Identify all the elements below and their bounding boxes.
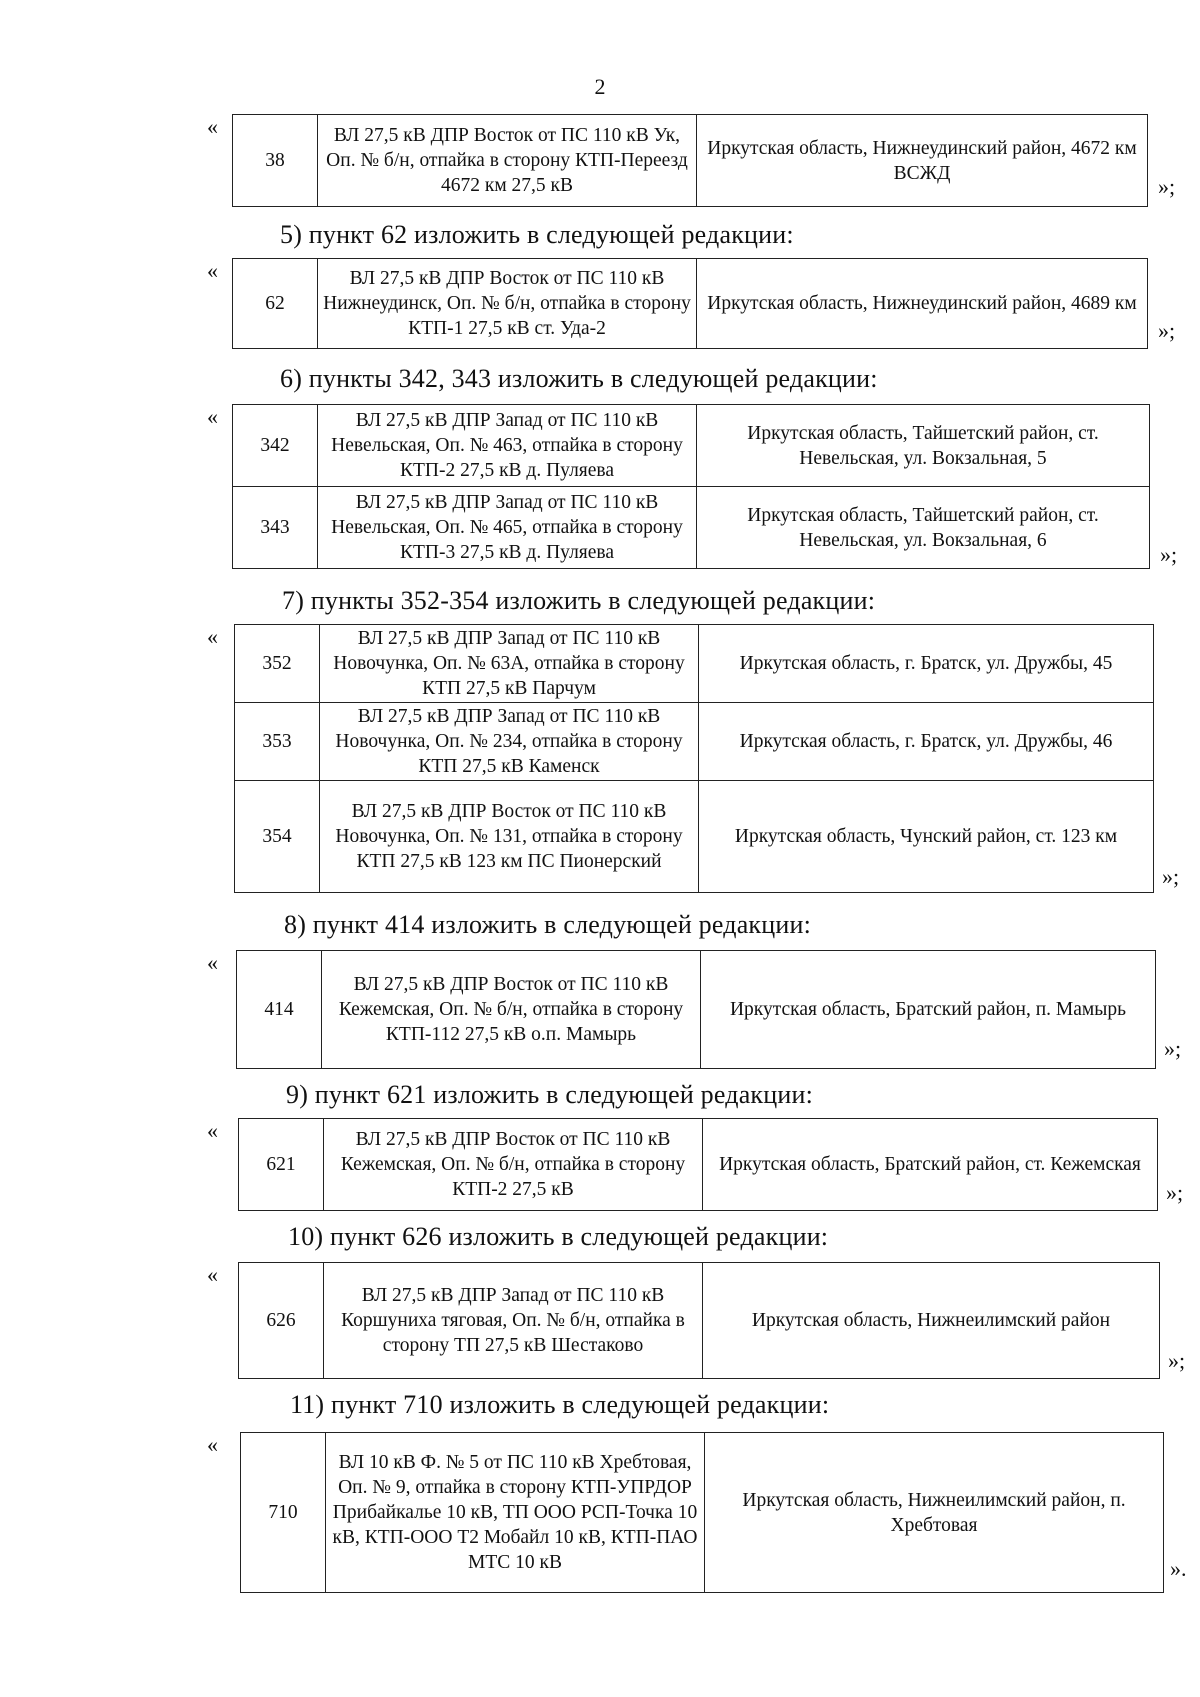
close-quote: »; — [1160, 542, 1178, 567]
location: Иркутская область, Чунский район, ст. 123 км — [699, 781, 1154, 893]
location: Иркутская область, Тайшетский район, ст. Невельская, ул. Вокзальная, 6 — [697, 487, 1150, 569]
line-description: ВЛ 27,5 кВ ДПР Запад от ПС 110 кВ Новочунка, Оп. № 234, отпайка в сторону КТП 27,5 кВ Каменск — [320, 703, 699, 781]
line-description: ВЛ 27,5 кВ ДПР Восток от ПС 110 кВ Новочунка, Оп. № 131, отпайка в сторону КТП 27,5 кВ 123 км ПС Пионерский — [320, 781, 699, 893]
open-quote: « — [207, 114, 218, 139]
close-quote: »; — [1168, 1348, 1186, 1373]
open-quote: « — [207, 404, 218, 429]
line-description: ВЛ 27,5 кВ ДПР Запад от ПС 110 кВ Новочунка, Оп. № 63А, отпайка в сторону КТП 27,5 кВ Парчум — [320, 625, 699, 703]
amendment-table — [232, 114, 1148, 207]
item-number: 621 — [239, 1119, 324, 1211]
amendment-table — [240, 1432, 1164, 1593]
table-row — [239, 1119, 1158, 1211]
item-number: 353 — [235, 703, 320, 781]
open-quote: « — [207, 950, 218, 975]
item-number: 710 — [241, 1433, 326, 1593]
item-number: 414 — [237, 951, 322, 1069]
item-number: 38 — [233, 115, 318, 207]
table-row — [237, 951, 1156, 1069]
close-quote: »; — [1158, 174, 1176, 199]
location: Иркутская область, Братский район, ст. Кежемская — [703, 1119, 1158, 1211]
location: Иркутская область, Нижнеилимский район, п. Хребтовая — [705, 1433, 1164, 1593]
open-quote: « — [207, 258, 218, 283]
close-quote: »; — [1162, 864, 1180, 889]
amendment-table — [238, 1118, 1158, 1211]
line-description: ВЛ 10 кВ Ф. № 5 от ПС 110 кВ Хребтовая, Оп. № 9, отпайка в сторону КТП-УПРДОР Прибайкалье 10 кВ, ТП ООО РСП-Точка 10 кВ, КТП-ООО Т2 Мобайл 10 кВ, КТП-ПАО МТС 10 кВ — [326, 1433, 705, 1593]
page-number: 2 — [594, 74, 606, 99]
section-heading-7: 7) пункты 352-354 изложить в следующей редакции: — [282, 586, 876, 615]
location: Иркутская область, Братский район, п. Мамырь — [701, 951, 1156, 1069]
item-number: 352 — [235, 625, 320, 703]
amendment-table — [234, 624, 1154, 893]
item-number: 626 — [239, 1263, 324, 1379]
location: Иркутская область, Тайшетский район, ст. Невельская, ул. Вокзальная, 5 — [697, 405, 1150, 487]
location: Иркутская область, Нижнеилимский район — [703, 1263, 1160, 1379]
amendment-table — [232, 258, 1148, 349]
item-number: 62 — [233, 259, 318, 349]
close-quote: »; — [1164, 1036, 1182, 1061]
section-heading-9: 9) пункт 621 изложить в следующей редакции: — [286, 1080, 814, 1109]
section-heading-8: 8) пункт 414 изложить в следующей редакции: — [284, 910, 812, 939]
line-description: ВЛ 27,5 кВ ДПР Восток от ПС 110 кВ Ук, Оп. № б/н, отпайка в сторону КТП-Переезд 4672 км 27,5 кВ — [318, 115, 697, 207]
amendment-table — [238, 1262, 1160, 1379]
open-quote: « — [207, 1262, 218, 1287]
item-number: 342 — [233, 405, 318, 487]
amendment-table — [232, 404, 1150, 569]
table-row — [235, 781, 1154, 893]
line-description: ВЛ 27,5 кВ ДПР Запад от ПС 110 кВ Коршуниха тяговая, Оп. № б/н, отпайка в сторону ТП 27,5 кВ Шестаково — [324, 1263, 703, 1379]
line-description: ВЛ 27,5 кВ ДПР Запад от ПС 110 кВ Невельская, Оп. № 463, отпайка в сторону КТП-2 27,5 кВ д. Пуляева — [318, 405, 697, 487]
location: Иркутская область, г. Братск, ул. Дружбы, 46 — [699, 703, 1154, 781]
location: Иркутская область, г. Братск, ул. Дружбы, 45 — [699, 625, 1154, 703]
open-quote: « — [207, 1118, 218, 1143]
close-quote: »; — [1166, 1180, 1184, 1205]
close-quote: ». — [1170, 1556, 1187, 1581]
line-description: ВЛ 27,5 кВ ДПР Запад от ПС 110 кВ Невельская, Оп. № 465, отпайка в сторону КТП-3 27,5 кВ д. Пуляева — [318, 487, 697, 569]
table-row — [233, 487, 1150, 569]
table-row — [235, 703, 1154, 781]
location: Иркутская область, Нижнеудинский район, 4672 км ВСЖД — [697, 115, 1148, 207]
table-row — [239, 1263, 1160, 1379]
section-heading-6: 6) пункты 342, 343 изложить в следующей редакции: — [280, 364, 878, 393]
table-row — [233, 405, 1150, 487]
table-row — [241, 1433, 1164, 1593]
section-heading-11: 11) пункт 710 изложить в следующей редакции: — [290, 1390, 830, 1419]
line-description: ВЛ 27,5 кВ ДПР Восток от ПС 110 кВ Нижнеудинск, Оп. № б/н, отпайка в сторону КТП-1 27,5 кВ ст. Уда-2 — [318, 259, 697, 349]
location: Иркутская область, Нижнеудинский район, 4689 км — [697, 259, 1148, 349]
table-row — [233, 115, 1148, 207]
open-quote: « — [207, 624, 218, 649]
table-row — [233, 259, 1148, 349]
section-heading-10: 10) пункт 626 изложить в следующей редакции: — [288, 1222, 829, 1251]
item-number: 354 — [235, 781, 320, 893]
close-quote: »; — [1158, 318, 1176, 343]
amendment-table — [236, 950, 1156, 1069]
section-heading-5: 5) пункт 62 изложить в следующей редакции: — [280, 220, 794, 249]
table-row — [235, 625, 1154, 703]
item-number: 343 — [233, 487, 318, 569]
line-description: ВЛ 27,5 кВ ДПР Восток от ПС 110 кВ Кежемская, Оп. № б/н, отпайка в сторону КТП-2 27,5 кВ — [324, 1119, 703, 1211]
open-quote: « — [207, 1432, 218, 1457]
line-description: ВЛ 27,5 кВ ДПР Восток от ПС 110 кВ Кежемская, Оп. № б/н, отпайка в сторону КТП-112 27,5 кВ о.п. Мамырь — [322, 951, 701, 1069]
